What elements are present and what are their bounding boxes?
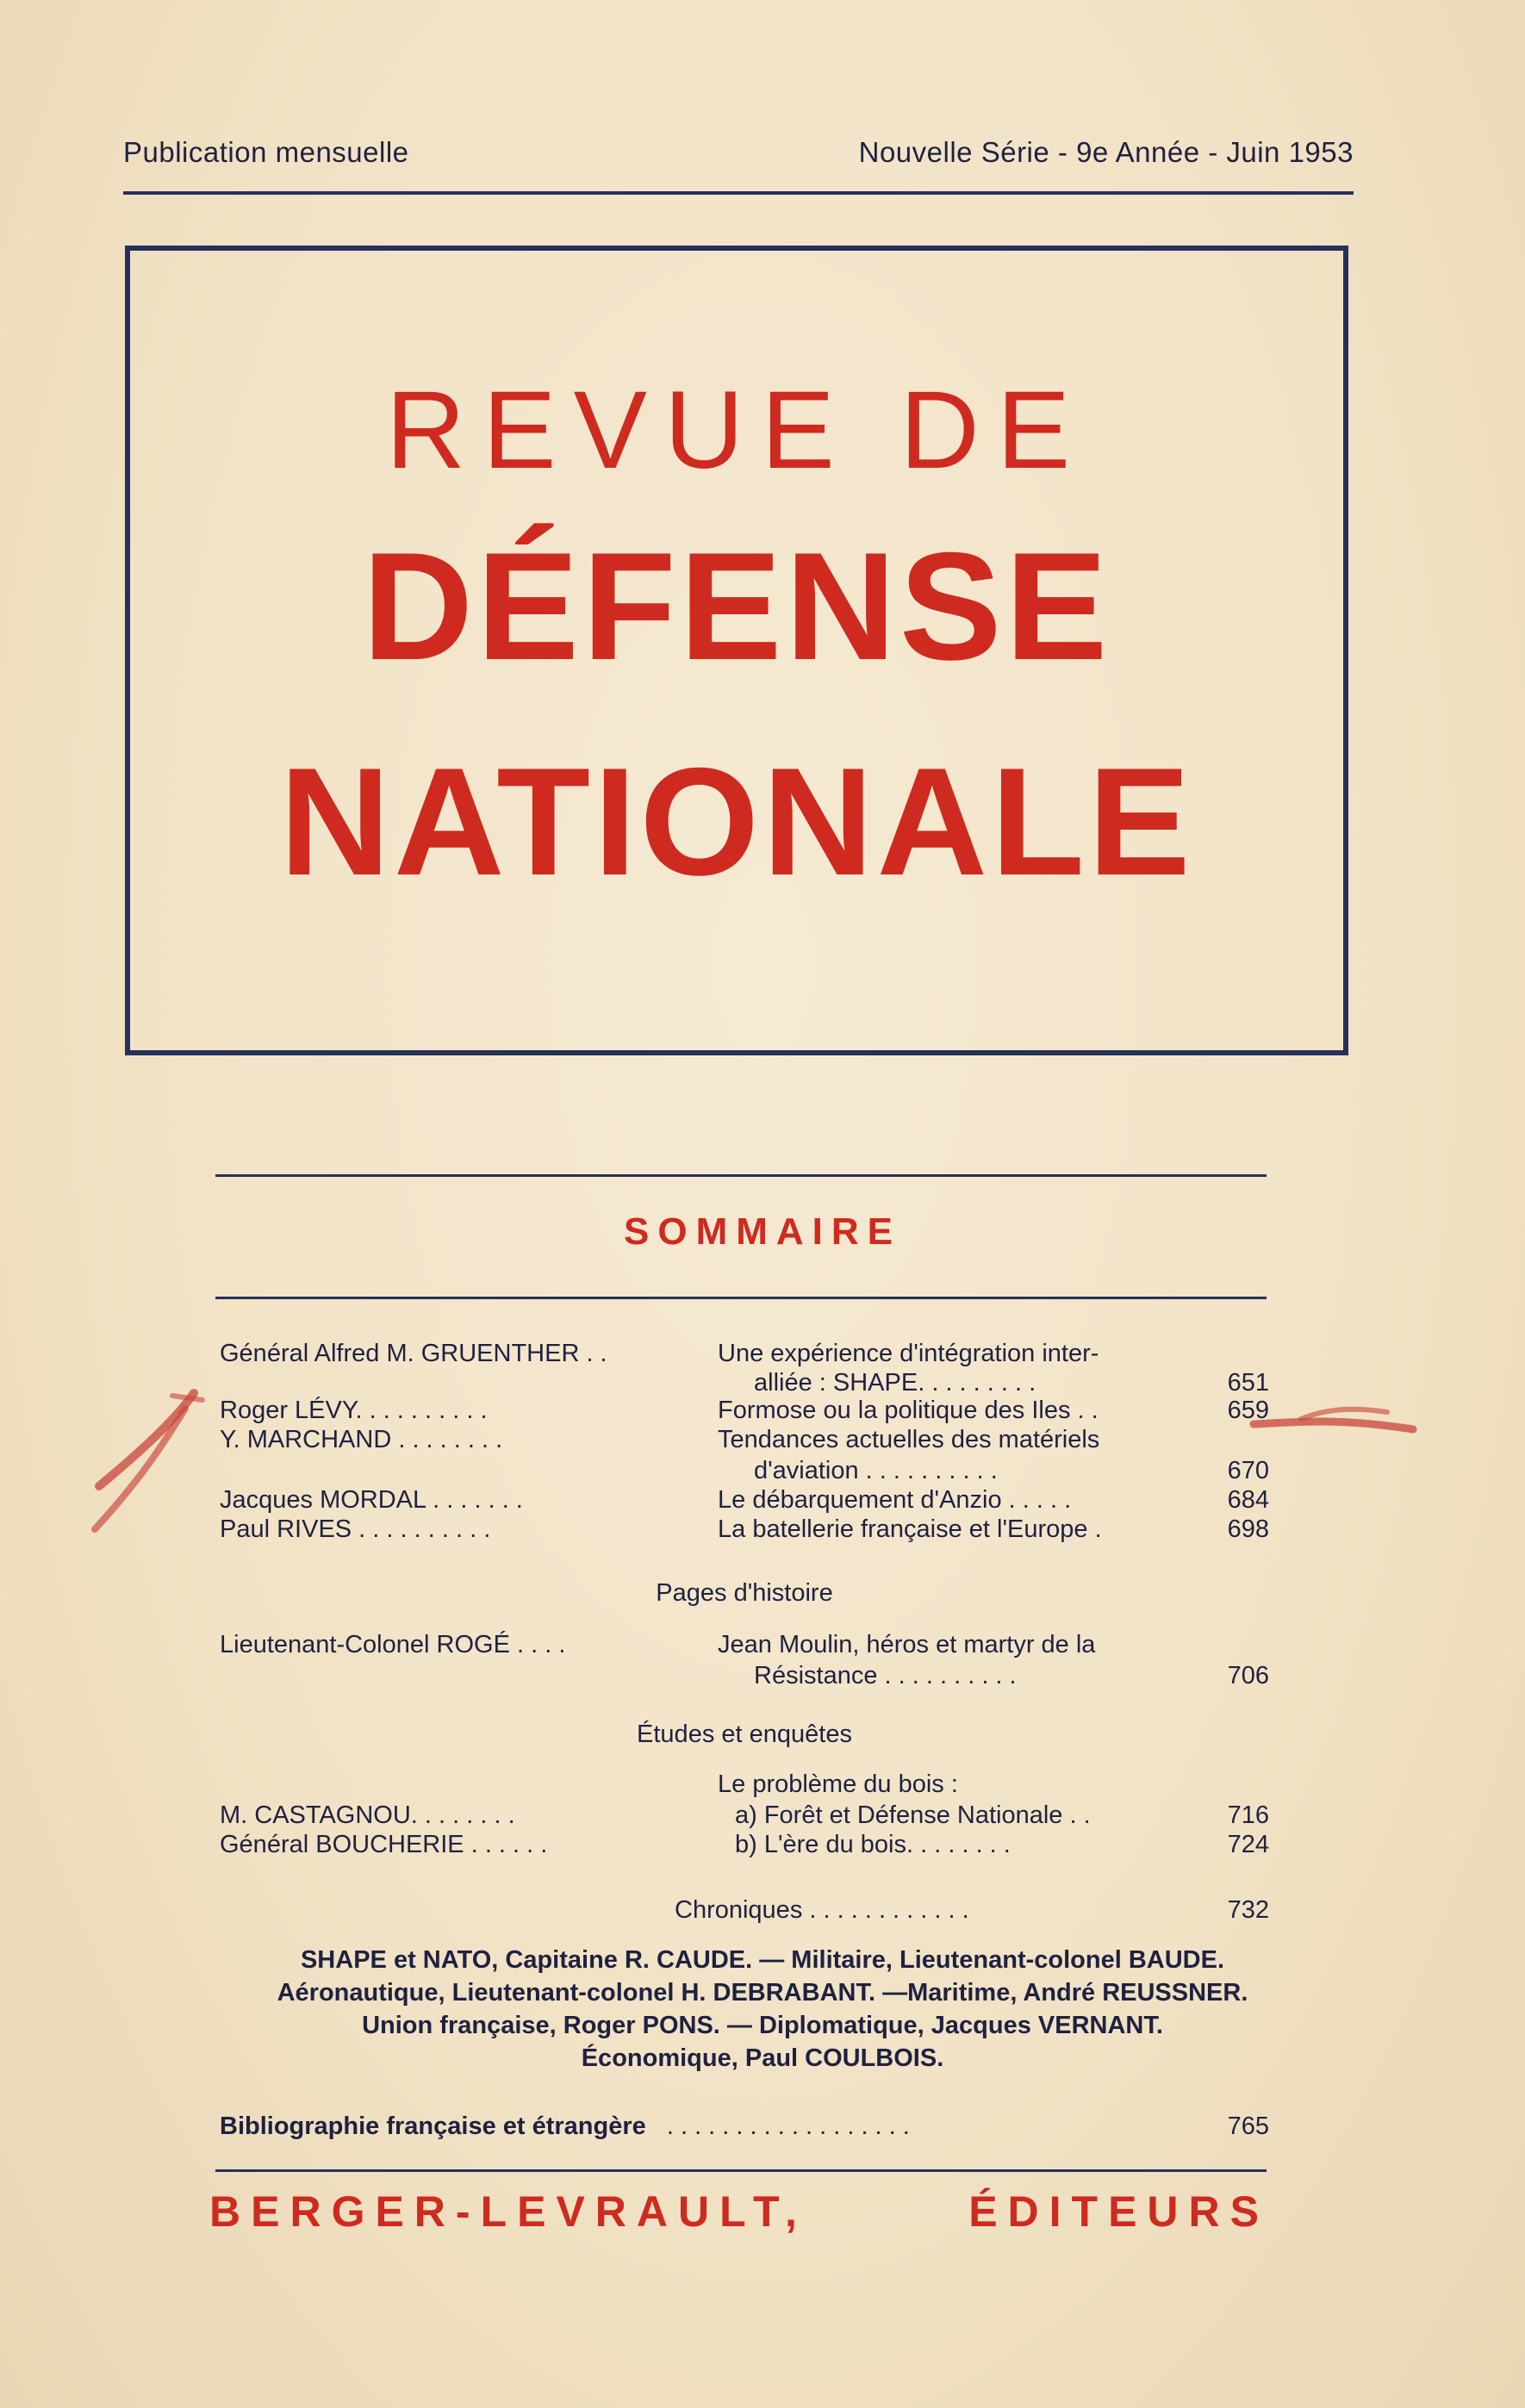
chroniques-line-1: SHAPE et NATO, Capitaine R. CAUDE. — Militaire, Lieutenant-colonel BAUDE.: [300, 1946, 1225, 1974]
chroniques-line-3: Union française, Roger PONS. — Diplomatique, Jacques VERNANT.: [362, 2012, 1163, 2039]
toc-title: Jean Moulin, héros et martyr de la: [718, 1631, 1096, 1658]
bibliographie-line: [220, 2112, 1193, 2141]
toc-page: 716: [1227, 1801, 1269, 1829]
section-heading-etudes: Études et enquêtes: [637, 1720, 852, 1748]
toc-page: 724: [1227, 1831, 1269, 1858]
toc-page: 670: [1227, 1457, 1269, 1484]
chroniques-details: [172, 1944, 1353, 2075]
toc-title: La batellerie française et l'Europe .: [718, 1515, 1102, 1543]
toc-author: Paul RIVES . . . . . . . . . .: [220, 1515, 491, 1543]
toc-page: 706: [1227, 1662, 1269, 1689]
sommaire-heading: SOMMAIRE: [624, 1210, 901, 1253]
toc-title-cont: Résistance . . . . . . . . . .: [754, 1662, 1017, 1689]
toc-title: a) Forêt et Défense Nationale . .: [735, 1801, 1091, 1829]
toc-title: Une expérience d'intégration inter-: [718, 1340, 1099, 1367]
chroniques-line-4: Économique, Paul COULBOIS.: [581, 2044, 944, 2072]
toc-title: Formose ou la politique des Iles . .: [718, 1397, 1099, 1424]
toc-title-cont: d'aviation . . . . . . . . . .: [754, 1457, 998, 1484]
toc-author: Roger LÉVY. . . . . . . . . .: [220, 1397, 488, 1424]
toc-page: 684: [1227, 1486, 1269, 1514]
chroniques-label: Chroniques . . . . . . . . . . . .: [675, 1896, 969, 1924]
toc-title: Tendances actuelles des matériels: [718, 1426, 1100, 1453]
title-line-1: REVUE DE: [385, 369, 1088, 492]
publisher-name: BERGER-LEVRAULT,: [209, 2187, 807, 2236]
pencil-mark-right: [1249, 1391, 1422, 1443]
chroniques-line-2: Aéronautique, Lieutenant-colonel H. DEBRABANT. —Maritime, André REUSSNER.: [277, 1979, 1248, 2007]
toc-page: 698: [1227, 1515, 1269, 1543]
toc-title: b) L'ère du bois. . . . . . . .: [735, 1831, 1011, 1858]
toc-page: 732: [1227, 1896, 1269, 1924]
toc-author: Général Alfred M. GRUENTHER . .: [220, 1340, 607, 1367]
toc-author: Général BOUCHERIE . . . . . .: [220, 1831, 548, 1858]
publisher-line: [209, 2187, 1269, 2237]
toc-author: Y. MARCHAND . . . . . . . .: [220, 1426, 503, 1453]
toc-title-cont: alliée : SHAPE. . . . . . . . .: [754, 1369, 1036, 1397]
toc-author: Lieutenant-Colonel ROGÉ . . . .: [220, 1631, 566, 1658]
section-heading-histoire: Pages d'histoire: [656, 1579, 833, 1607]
toc-page: 659: [1227, 1397, 1269, 1424]
publication-frequency: Publication mensuelle: [123, 136, 409, 168]
toc-author: M. CASTAGNOU. . . . . . . .: [220, 1801, 515, 1829]
toc-page: 651: [1227, 1369, 1269, 1397]
header-rule: [123, 191, 1354, 195]
pencil-mark-left: [82, 1383, 211, 1538]
header-bar: [123, 136, 1354, 169]
toc-intro: Le problème du bois :: [718, 1770, 958, 1798]
issue-info: Nouvelle Série - 9e Année - Juin 1953: [858, 136, 1354, 168]
bibliographie-label: Bibliographie française et étrangère: [220, 2112, 646, 2140]
toc-page: 765: [1227, 2112, 1269, 2140]
sommaire-bottom-rule: [215, 1297, 1267, 1299]
title-frame: [125, 246, 1348, 1055]
sommaire-top-rule: [215, 1174, 1267, 1177]
title-line-3: NATIONALE: [279, 736, 1194, 907]
bibliographie-row: [220, 2112, 1269, 2147]
publisher-role: ÉDITEURS: [968, 2187, 1269, 2236]
title-line-2: DÉFENSE: [362, 520, 1111, 692]
toc-title: Le débarquement d'Anzio . . . . .: [718, 1486, 1072, 1514]
bibliographie-dots: . . . . . . . . . . . . . . . . . .: [666, 2112, 910, 2140]
publisher-rule: [215, 2169, 1267, 2172]
toc-author: Jacques MORDAL . . . . . . .: [220, 1486, 523, 1514]
